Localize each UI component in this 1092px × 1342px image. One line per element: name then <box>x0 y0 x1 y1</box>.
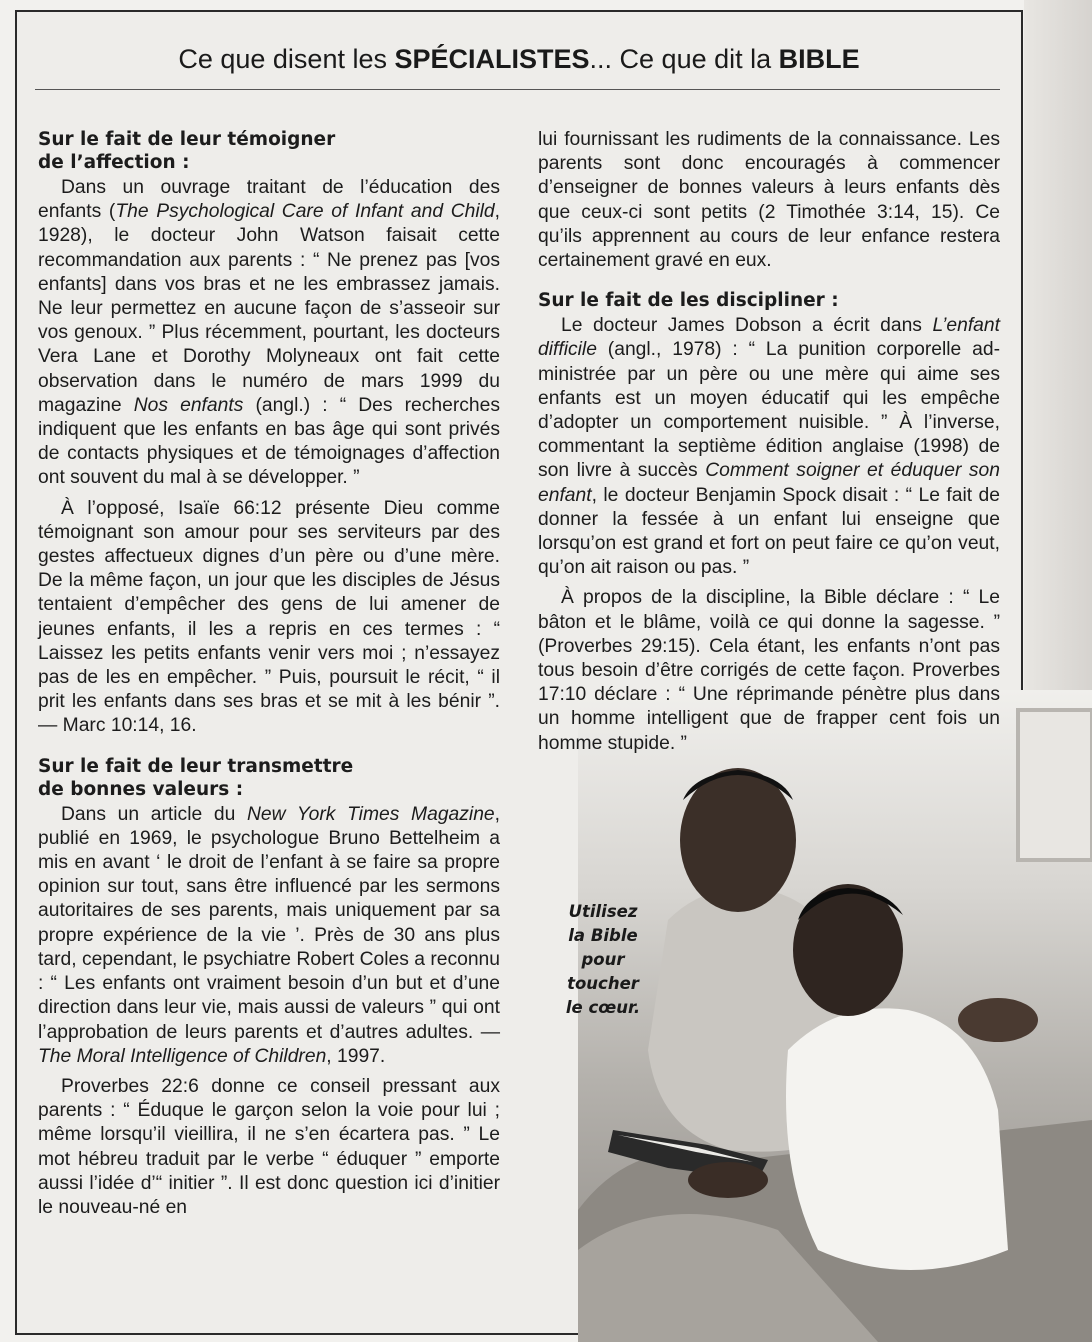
section-heading-discipline: Sur le fait de les discipliner : <box>538 290 839 312</box>
valeurs-paragraph-2: Proverbes 22:6 donne ce conseil pressant aux parents : “ Éduque le garçon selon la voie pour lui ; même lorsqu’il vieillira, il ne s’en écartera pas. ” Le mot hébreu traduit par le verbe “ éduquer ” emporte aussi l’idée d’“ initier ”. Il est donc question ici d’initier le nouveau-né en <box>38 1075 500 1218</box>
affection-paragraph-1: Dans un ouvrage traitant de l’éducation des enfants (The Psychological Care of Infant and Child, 1928), le docteur John Watson faisait cette recommandation aux parents : “ Ne prenez pas [vos enfants] dans vos bras et ne les embrassez jamais. Ne leur permettez en aucune façon de s’asseoir sur vos genoux. ” Plus récemment, pourtant, les docteurs Vera Lane et Dorothy Molyneaux ont fait cette observation dans le numéro de mars 1999 du magazine Nos enfants (angl.) : “ Des recherches indiquent que les enfants en bas âge qui sont privés de contacts physiques et de témoignages d’affection ont souvent du mal à se développer. ” <box>38 177 501 489</box>
caption-line: pour <box>581 950 625 969</box>
discipline-paragraph-2: À propos de la discipline, la Bible déclare : “ Le bâton et le blâme, voilà ce qui donne la sagesse. ” (Proverbes 29:15). Cela étant, les enfants n’ont pas tous besoin d’être corrigés de cette façon. Proverbes 17:10 déclare : “ Une réprimande pénètre plus dans un homme intelligent que de frapper cent fois un homme stupide. ” <box>538 587 1000 754</box>
photo-caption <box>548 900 658 1020</box>
discipline-paragraph-1: Le docteur James Dobson a écrit dans L’enfant difficile (angl., 1978) : “ La punition corporelle administrée par un père ou une mère qui aime ses enfants est un moyen éducatif qui les empêche d’adopter un comportement nuisible. ” À l’inverse, commentant la septième édition anglaise (1998) de son livre à succès Comment soigner et éduquer son enfant, le docteur Benjamin Spock disait : “ Le fait de donner la fessée à un enfant lui enseigne que lorsqu’on est grand et fort on peut faire ce qu’on veut, qu’on ait raison ou pas. ” <box>538 315 1000 579</box>
caption-line: toucher <box>567 974 639 993</box>
right-column <box>538 128 1000 762</box>
left-column <box>38 128 500 1226</box>
title-divider <box>35 89 1000 90</box>
valeurs-paragraph-2-continued: lui fournissant les rudiments de la connaissance. Les parents sont donc encouragés à commencer d’enseigner de bonnes valeurs à leurs enfants dès que ceux-ci sont petits (2 Timothée 3:14, 15). Ce qu’ils apprennent au cours de leur enfance restera certainement gravé en eux. <box>538 129 1000 272</box>
affection-paragraph-2: À l’opposé, Isaïe 66:12 présente Dieu comme témoignant son amour pour ses serviteurs par des gestes affectueux dignes d’un père ou d’une mère. De la même façon, un jour que les disciples de Jésus tentaient d’empêcher des gens de lui amener de jeunes enfants, il les a repris en ces termes : “ Laissez les petits enfants venir vers moi ; n’essayez pas de les en empêcher. ” Puis, poursuit le récit, “ il prit les enfants dans ses bras et se mit à les bénir ”. — Marc 10:14, 16. <box>38 497 500 737</box>
valeurs-paragraph-1: Dans un article du New York Times Magazine, publié en 1969, le psychologue Bruno Bettelheim a mis en avant ‘ le droit de l’enfant à se faire sa propre opinion sur tout, sans être influencé par les sermons autoritaires de ses parents, mais uniquement par sa propre expérience de la vie ’. Près de 30 ans plus tard, cependant, le psychiatre Robert Coles a reconnu : “ Les enfants ont vraiment besoin d’un but et d’une direction dans leur vie, mais aussi de valeurs ” qui ont l’approbation de leurs parents et d’autres adultes. — The Moral Intelligence of Children, 1997. <box>38 803 500 1067</box>
section-heading-valeurs: Sur le fait de leur transmettre de bonnes valeurs : <box>38 755 354 800</box>
caption-line: la Bible <box>568 926 638 945</box>
page-title: Ce que disent les SPÉCIALISTES... Ce que dit la BIBLE <box>178 44 860 74</box>
caption-line: le cœur. <box>565 998 641 1017</box>
caption-line: Utilisez <box>568 902 638 921</box>
section-heading-affection: Sur le fait de leur témoigner de l’affection : <box>38 129 336 173</box>
